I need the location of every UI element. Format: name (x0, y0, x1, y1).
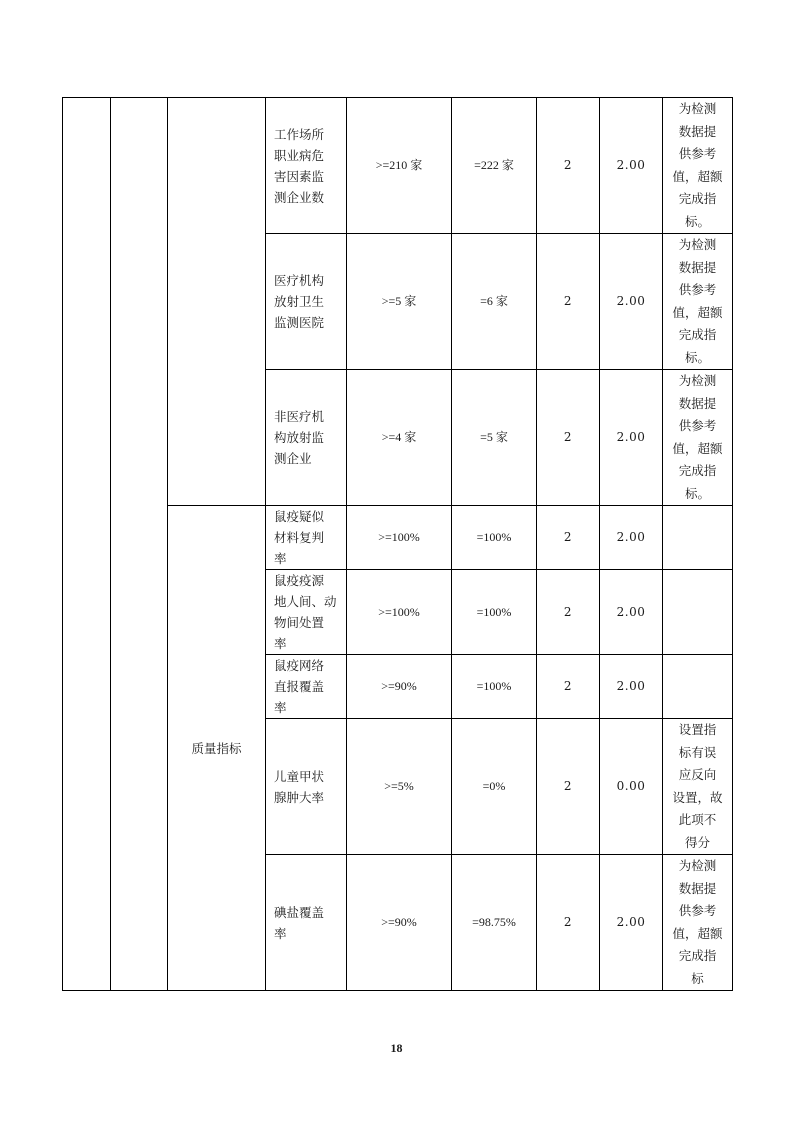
actual-value: =222 家 (452, 98, 537, 234)
blank-cell-col2 (111, 98, 168, 991)
actual-value: =0% (452, 719, 537, 855)
weight-value: 2 (537, 506, 600, 570)
target-value: >=5 家 (347, 234, 452, 370)
score-value: 2.00 (600, 234, 663, 370)
indicator-name: 医疗机构 放射卫生 监测医院 (266, 234, 347, 370)
weight-value: 2 (537, 719, 600, 855)
target-value: >=100% (347, 506, 452, 570)
weight-value: 2 (537, 370, 600, 506)
performance-table (62, 97, 733, 991)
score-value: 2.00 (600, 98, 663, 234)
score-value: 2.00 (600, 855, 663, 991)
target-value: >=5% (347, 719, 452, 855)
indicator-name: 鼠疫网络 直报覆盖 率 (266, 655, 347, 719)
indicator-name: 碘盐覆盖 率 (266, 855, 347, 991)
remark (663, 655, 733, 719)
score-value: 2.00 (600, 506, 663, 570)
remark (663, 570, 733, 655)
weight-value: 2 (537, 570, 600, 655)
target-value: >=90% (347, 655, 452, 719)
target-value: >=4 家 (347, 370, 452, 506)
weight-value: 2 (537, 655, 600, 719)
actual-value: =6 家 (452, 234, 537, 370)
remark: 为检测 数据提 供参考 值，超额 完成指 标 (663, 855, 733, 991)
weight-value: 2 (537, 855, 600, 991)
score-value: 2.00 (600, 370, 663, 506)
actual-value: =100% (452, 655, 537, 719)
weight-value: 2 (537, 98, 600, 234)
indicator-name: 儿童甲状 腺肿大率 (266, 719, 347, 855)
target-value: >=100% (347, 570, 452, 655)
score-value: 2.00 (600, 570, 663, 655)
remark: 为检测 数据提 供参考 值，超额 完成指 标。 (663, 370, 733, 506)
indicator-name: 鼠疫疑似 材料复判 率 (266, 506, 347, 570)
blank-cell-col1 (63, 98, 111, 991)
target-value: >=90% (347, 855, 452, 991)
actual-value: =100% (452, 506, 537, 570)
remark: 设置指 标有误 应反向 设置，故 此项不 得分 (663, 719, 733, 855)
page-number: 18 (390, 1041, 403, 1055)
remark (663, 506, 733, 570)
actual-value: =5 家 (452, 370, 537, 506)
blank-cell-col3 (168, 98, 266, 506)
weight-value: 2 (537, 234, 600, 370)
score-value: 2.00 (600, 655, 663, 719)
table-row (63, 98, 733, 234)
indicator-name: 工作场所 职业病危 害因素监 测企业数 (266, 98, 347, 234)
actual-value: =98.75% (452, 855, 537, 991)
indicator-name: 非医疗机 构放射监 测企业 (266, 370, 347, 506)
remark: 为检测 数据提 供参考 值，超额 完成指 标。 (663, 98, 733, 234)
actual-value: =100% (452, 570, 537, 655)
score-value: 0.00 (600, 719, 663, 855)
target-value: >=210 家 (347, 98, 452, 234)
remark: 为检测 数据提 供参考 值，超额 完成指 标。 (663, 234, 733, 370)
indicator-group-label: 质量指标 (168, 506, 266, 991)
indicator-name: 鼠疫疫源 地人间、动 物间处置 率 (266, 570, 347, 655)
